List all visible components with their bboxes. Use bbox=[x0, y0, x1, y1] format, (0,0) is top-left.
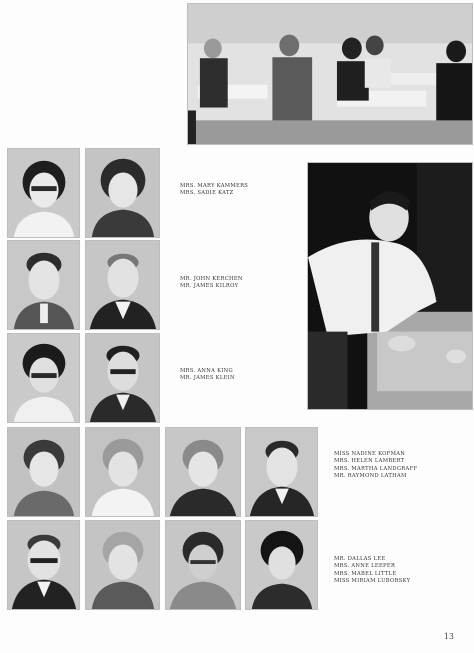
caption-group-3 bbox=[180, 368, 235, 383]
caption-name: MRS. ANNE LEEPER bbox=[334, 563, 396, 570]
portrait-row5-col2 bbox=[85, 520, 160, 610]
caption-group-1 bbox=[180, 183, 248, 198]
caption-name: MISS MIRIAM LUBORSKY bbox=[334, 578, 411, 585]
caption-name: MRS. MARTHA LANDGRAFF bbox=[334, 465, 418, 472]
caption-group-5 bbox=[334, 556, 410, 586]
portrait-row1-col2 bbox=[85, 148, 160, 238]
portrait-row2-col1 bbox=[7, 240, 80, 330]
caption-name: MR. RAYMOND LATHAM bbox=[334, 473, 407, 480]
portrait-row1-col1 bbox=[7, 148, 80, 238]
candid-photo-teacher bbox=[307, 162, 473, 410]
caption-name: MRS. MARY KAMMERS bbox=[180, 183, 249, 189]
caption-name: MRS. HELEN LAMBERT bbox=[334, 458, 405, 465]
caption-group-4 bbox=[334, 451, 417, 481]
candid-photo-dining bbox=[187, 3, 473, 145]
caption-name: MR. JOHN KERCHEN bbox=[180, 276, 243, 282]
portrait-row4-col2 bbox=[85, 427, 160, 517]
portrait-row2-col2 bbox=[85, 240, 160, 330]
portrait-row4-col1 bbox=[7, 427, 80, 517]
caption-name: MR. JAMES KLEIN bbox=[180, 375, 235, 382]
portrait-row3-col1 bbox=[7, 333, 80, 423]
portrait-row3-col2 bbox=[85, 333, 160, 423]
caption-name: MR. DALLAS LEE bbox=[334, 556, 386, 562]
page-number: 13 bbox=[443, 632, 454, 641]
caption-group-2 bbox=[180, 276, 243, 291]
caption-name: MRS. SADIE KATZ bbox=[180, 190, 234, 197]
portrait-row5-col1 bbox=[7, 520, 80, 610]
portrait-row4-col3 bbox=[165, 427, 241, 517]
portrait-row5-col3 bbox=[165, 520, 241, 610]
caption-name: MRS. ANNA KING bbox=[180, 368, 233, 374]
caption-name: MISS NADINE KOFMAN bbox=[334, 451, 406, 457]
caption-name: MR. JAMES KILROY bbox=[180, 283, 239, 290]
portrait-row5-col4 bbox=[245, 520, 318, 610]
portrait-row4-col4 bbox=[245, 427, 318, 517]
caption-name: MRS. MABEL LITTLE bbox=[334, 570, 397, 577]
